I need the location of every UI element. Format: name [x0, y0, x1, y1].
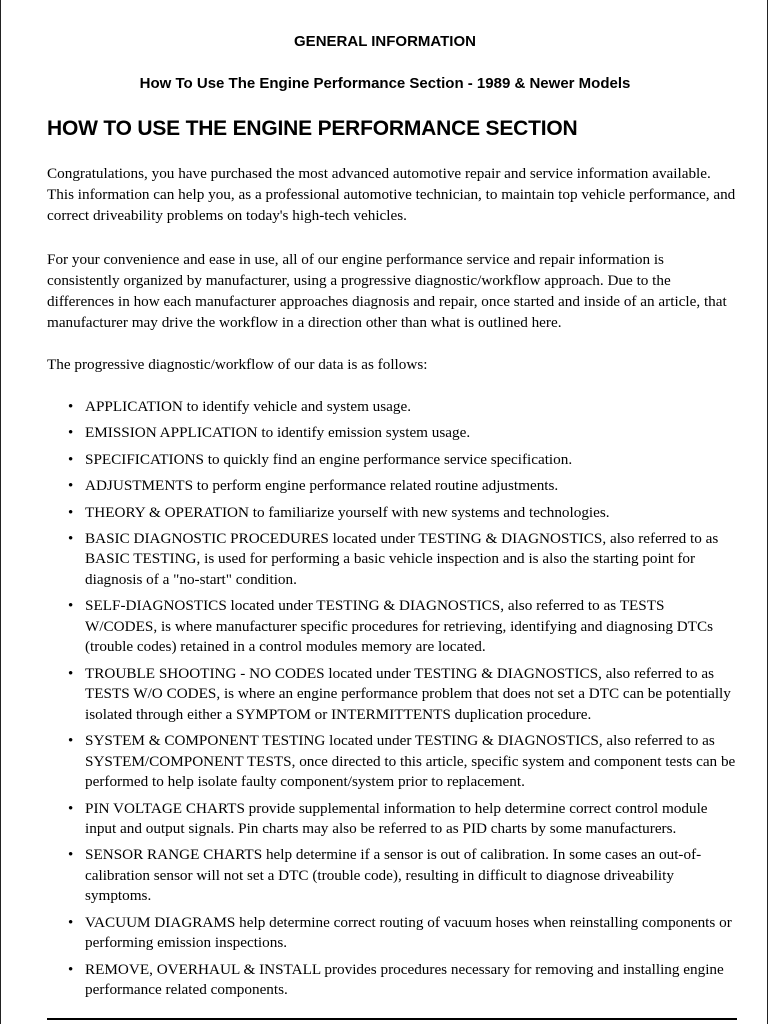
list-item: [47, 397, 737, 418]
convenience-paragraph: For your convenience and ease in use, all of our engine performance service and repair information is consistently organized by manufacturer, using a progressive diagnostic/workflow approach. Due to the differences in how each manufacturer approaches diagnosis and repair, once started and inside of an article, that manufacturer may drive the workflow in a direction other than what is outlined here.: [47, 251, 727, 331]
list-item-text: SPECIFICATIONS to quickly find an engine performance service specification.: [85, 450, 573, 468]
bullet-icon: •: [68, 598, 74, 615]
list-item: [47, 596, 737, 658]
list-item-text: THEORY & OPERATION to familiarize yourself with new systems and technologies.: [85, 503, 610, 521]
list-item-text: BASIC DIAGNOSTIC PROCEDURES located under TESTING & DIAGNOSTICS, also referred to as BASIC TESTING, is used for performing a basic vehicle inspection and is also the starting point for diagnosis of a "no-start" condition.: [85, 529, 719, 588]
bullet-icon: •: [68, 665, 74, 682]
bullet-icon: •: [68, 399, 74, 415]
bullet-icon: •: [68, 425, 74, 442]
list-item-text: REMOVE, OVERHAUL & INSTALL provides procedures necessary for removing and installing engine performance related components.: [85, 960, 724, 999]
list-item: [47, 799, 737, 840]
page-title: HOW TO USE THE ENGINE PERFORMANCE SECTION: [47, 117, 578, 140]
list-item: [47, 960, 737, 1001]
bullet-icon: •: [68, 451, 74, 468]
bullet-icon: •: [68, 800, 74, 817]
list-item-text: SYSTEM & COMPONENT TESTING located under TESTING & DIAGNOSTICS, also referred to as SYSTEM/COMPONENT TESTS, once directed to this article, specific system and component tests can be performed to help isolate faulty component/system prior to replacement.: [85, 732, 736, 791]
bullet-icon: •: [68, 478, 74, 495]
list-item-text: APPLICATION to identify vehicle and system usage.: [85, 398, 412, 415]
list-item: [47, 423, 737, 444]
workflow-intro-paragraph: The progressive diagnostic/workflow of our data is as follows:: [47, 356, 428, 373]
bullet-icon: •: [68, 914, 74, 931]
list-item: [47, 529, 737, 591]
workflow-list: [47, 397, 737, 1007]
footer-divider: [47, 1018, 737, 1020]
bullet-icon: •: [68, 530, 74, 547]
bullet-icon: •: [68, 733, 74, 750]
intro-paragraph: Congratulations, you have purchased the most advanced automotive repair and service information available. This information can help you, as a professional automotive technician, to maintain top vehicle performance, and correct driveability problems on today's high-tech vehicles.: [47, 165, 736, 224]
section-header: GENERAL INFORMATION: [294, 33, 476, 50]
list-item-text: TROUBLE SHOOTING - NO CODES located under TESTING & DIAGNOSTICS, also referred to as TESTS W/O CODES, is where an engine performance problem that does not set a DTC can be potentially isolated through either a SYMPTOM or INTERMITTENTS duplication procedure.: [85, 664, 731, 723]
document-subtitle: How To Use The Engine Performance Section - 1989 & Newer Models: [139, 75, 631, 92]
list-item-text: SELF-DIAGNOSTICS located under TESTING & DIAGNOSTICS, also referred to as TESTS W/CODES, is where manufacturer specific procedures for retrieving, identifying and diagnosing DTCs (trouble codes) retained in a control modules memory are located.: [85, 597, 713, 656]
list-item: [47, 913, 737, 954]
list-item: [47, 476, 737, 497]
list-item: [47, 503, 737, 524]
list-item-text: SENSOR RANGE CHARTS help determine if a sensor is out of calibration. In some cases an out-of-calibration sensor will not set a DTC (trouble code), resulting in difficult to diagnose driveability symptoms.: [85, 846, 702, 905]
list-item-text: VACUUM DIAGRAMS help determine correct routing of vacuum hoses when reinstalling components or performing emission inspections.: [85, 913, 732, 952]
list-item: [47, 450, 737, 471]
list-item: [47, 664, 737, 726]
list-item-text: PIN VOLTAGE CHARTS provide supplemental information to help determine correct control module input and output signals. Pin charts may also be referred to as PID charts by some manufacturers.: [85, 799, 708, 838]
bullet-icon: •: [68, 504, 74, 521]
list-item-text: ADJUSTMENTS to perform engine performance related routine adjustments.: [85, 477, 559, 495]
bullet-icon: •: [68, 847, 74, 864]
list-item: [47, 731, 737, 793]
list-item: [47, 845, 737, 907]
bullet-icon: •: [68, 961, 74, 978]
list-item-text: EMISSION APPLICATION to identify emission system usage.: [85, 424, 471, 442]
